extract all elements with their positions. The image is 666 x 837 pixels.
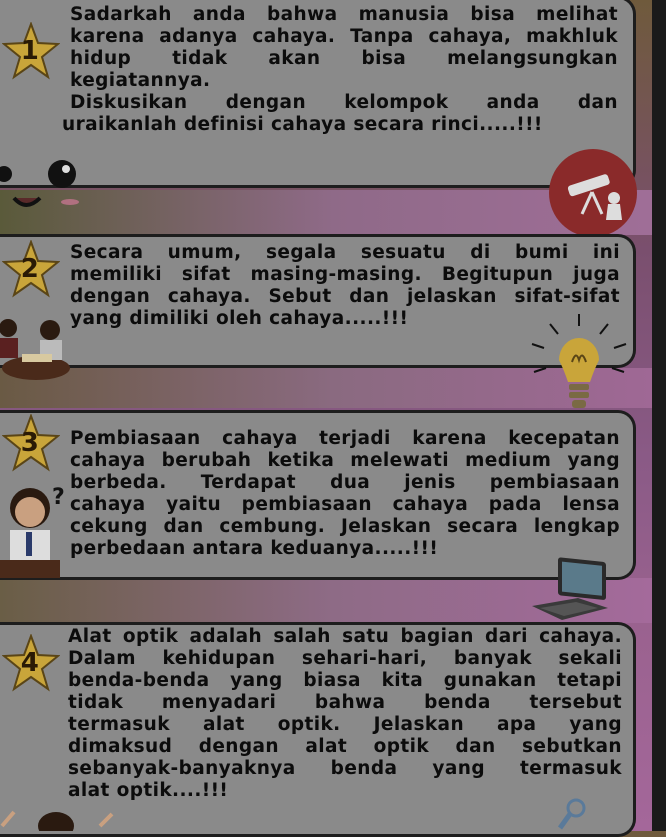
right-edge-bar <box>652 0 666 831</box>
telescope-icon <box>548 148 638 238</box>
question-number: 1 <box>20 36 40 66</box>
students-icon <box>0 310 75 382</box>
laptop-icon <box>528 550 610 626</box>
student-waving-icon <box>0 804 120 831</box>
question-number: 2 <box>20 254 40 284</box>
question-text-2: Secara umum, segala sesuatu di bumi ini memiliki sifat masing-masing. Begitupun juga dengan cahaya. Sebut dan jelaskan sifat-sifat yang dimiliki oleh cahaya.....!!! <box>70 242 620 329</box>
question-text-4: Alat optik adalah salah satu bagian dari cahaya. Dalam kehidupan sehari-hari, banyak sekali benda-benda yang biasa kita gunakan tetapi tidak menyadari bahwa benda tersebut termasuk alat optik. Jelaskan apa yang dimaksud dengan alat optik dan sebutkan sebanyak-banyaknya benda yang termasuk alat optik....!!! <box>68 626 622 801</box>
question-number: 4 <box>20 648 40 678</box>
svg-text:?: ? <box>52 485 65 510</box>
magnifier-icon <box>556 798 586 831</box>
face-icon <box>0 150 100 220</box>
question-text-3: Pembiasaan cahaya terjadi karena kecepatan cahaya berubah ketika melewati medium yang berbeda. Terdapat dua jenis pembiasaan cahaya yaitu pembiasaan cahaya pada lensa cekung dan cembung. Jelaskan secara lengkap perbedaan antara keduanya.....!!! <box>70 428 620 559</box>
question-number: 3 <box>20 428 40 458</box>
question-text-1: Sadarkah anda bahwa manusia bisa melihat karena adanya cahaya. Tanpa cahaya, makhluk hidup tidak akan bisa melangsungkan kegiatannya. Diskusikan dengan kelompok anda dan uraikanlah definisi cahaya secara rinci.....!!! <box>62 4 618 135</box>
thinking-boy-icon <box>0 478 70 578</box>
lightbulb-icon <box>524 312 634 416</box>
